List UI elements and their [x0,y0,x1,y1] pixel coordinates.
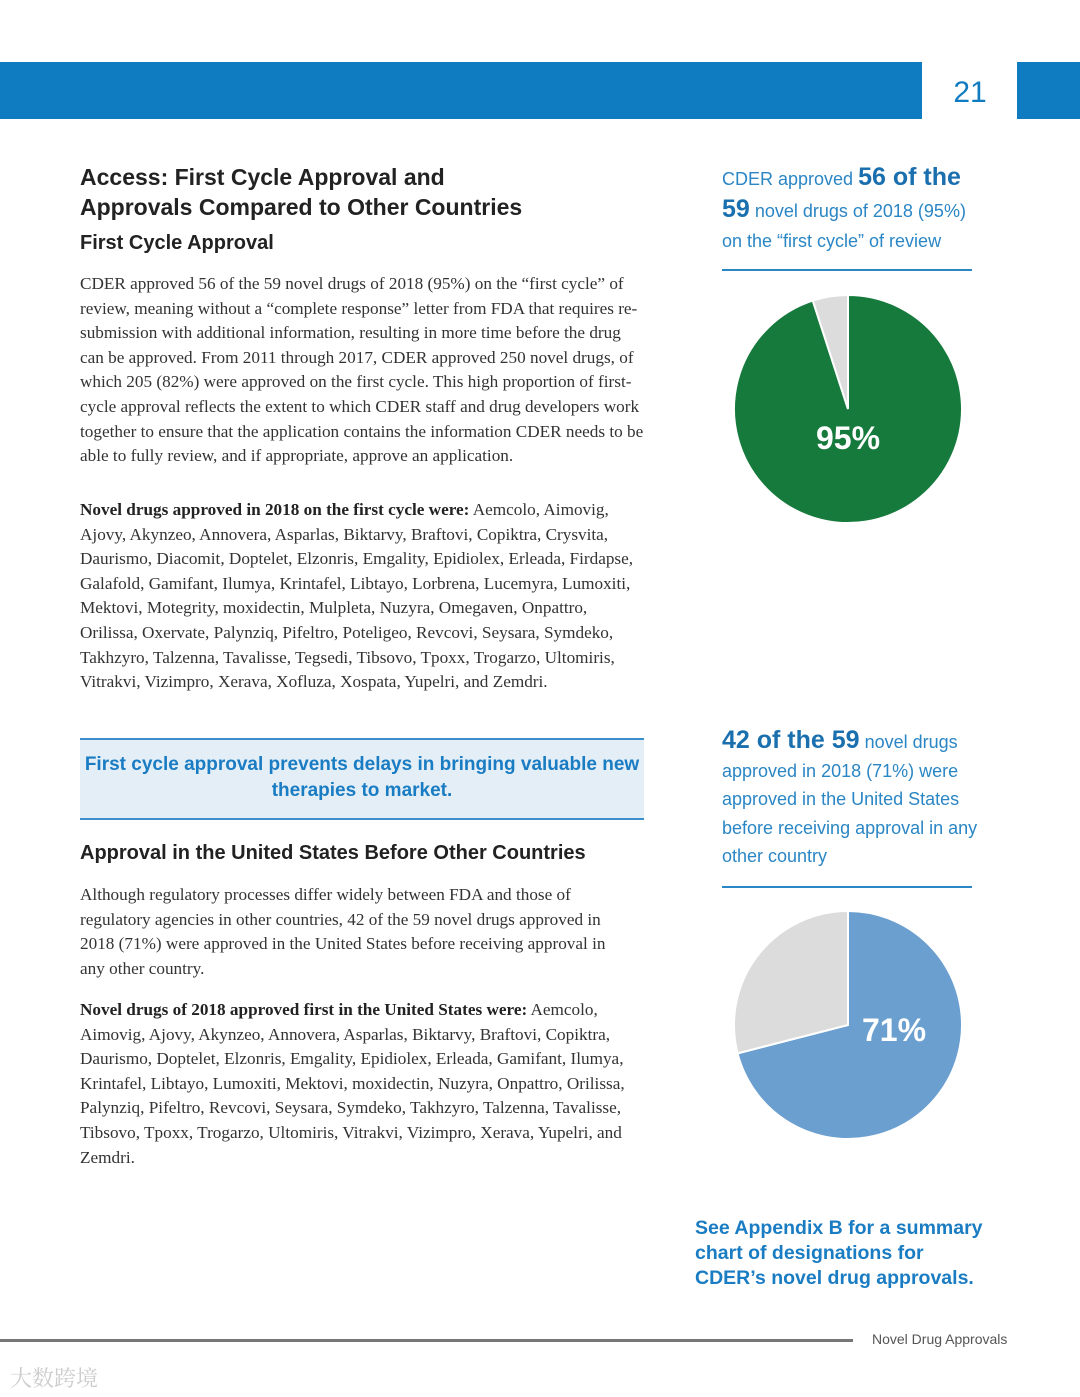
footer-rule [0,1339,853,1342]
drug-list-lead: Novel drugs approved in 2018 on the first cycle were: [80,500,470,519]
pie-chart-us-first [732,909,964,1141]
stat-first-cycle: CDER approved 56 of the 59 novel drugs of 2018 (95%) on the “first cycle” of review [722,163,966,251]
header-band [0,62,922,119]
section-paragraph: CDER approved 56 of the 59 novel drugs of 2018 (95%) on the “first cycle” of review, meaning without a “complete response” letter from FDA that requires re-submission with additional information, resulting in more time before the drug can be approved. From 2011 through 2017, CDER approved 250 novel drugs, of which 205 (82%) were approved on the first cycle. This high proportion of first-cycle approval reflects the extent to which CDER staff and drug developers work together to ensure that the application contains the information CDER needs to be able to fully review, and if appropriate, approve an application. [80,274,644,466]
watermark: 大数跨境 [10,1366,99,1391]
page-number: 21 [953,76,987,109]
pie-chart-first-cycle [732,293,964,525]
section-paragraph: Although regulatory processes differ widely between FDA and those of regulatory agencies in other countries, 42 of the 59 novel drugs approved in 2018 (71%) were approved in the United States before receiving approval in any other country. [80,885,606,978]
header-band-right [1017,62,1080,119]
drug-list-text: Aemcolo, Aimovig, Ajovy, Akynzeo, Annovera, Asparlas, Biktarvy, Braftovi, Copiktra, Crysvita, Daurismo, Diacomit, Doptelet, Elzonris, Emgality, Epidiolex, Erleada, Firdapse, Galafold, Gamifant, Ilumya, Krintafel, Libtayo, Lorbrena, Lucemyra, Lumoxiti, Mektovi, Motegrity, moxidectin, Mulpleta, Nuzyra, Omegaven, Onpattro, Orilissa, Oxervate, Palynziq, Pifeltro, Poteligeo, Revcovi, Seysara, Symdeko, Takhzyro, Talzenna, Tavalisse, Tegsedi, Tibsovo, Tpoxx, Trogarzo, Ultomiris, Vitrakvi, Vizimpro, Xerava, Xofluza, Xospata, Yupelri, and Zemdri. [80,500,634,692]
callout-box: First cycle approval prevents delays in bringing valuable new therapies to market. [80,738,644,820]
drug-list-lead: Novel drugs of 2018 approved first in the United States were: [80,1000,528,1019]
pie-label: 71% [862,1012,927,1048]
footer-text: Novel Drug Approvals [872,1331,1008,1347]
pie-label: 95% [816,420,881,456]
drug-list [80,998,646,1170]
stat-us-first: 42 of the 59 novel drugs approved in 2018 (71%) were approved in the United States before receiving approval in any other country [722,726,978,866]
section-heading: Approval in the United States Before Other Countries [80,842,586,864]
page-title: Access: First Cycle Approval and Approvals Compared to Other Countries [80,164,523,220]
section-heading: First Cycle Approval [80,232,274,254]
divider [722,269,972,271]
appendix-note: See Appendix B for a summary chart of designations for CDER’s novel drug approvals. [695,1217,983,1289]
drug-list [80,498,646,695]
drug-list-text: Aemcolo, Aimovig, Ajovy, Akynzeo, Annovera, Asparlas, Biktarvy, Braftovi, Copiktra, Daurismo, Doptelet, Elzonris, Emgality, Epidiolex, Erleada, Gamifant, Ilumya, Krintafel, Libtayo, Lumoxiti, Mektovi, moxidectin, Nuzyra, Onpattro, Orilissa, Palynziq, Pifeltro, Revcovi, Seysara, Symdeko, Takhzyro, Talzenna, Tavalisse, Tibsovo, Tpoxx, Trogarzo, Ultomiris, Vitrakvi, Vizimpro, Xerava, Yupelri, and Zemdri. [80,1000,625,1167]
divider [722,886,972,888]
